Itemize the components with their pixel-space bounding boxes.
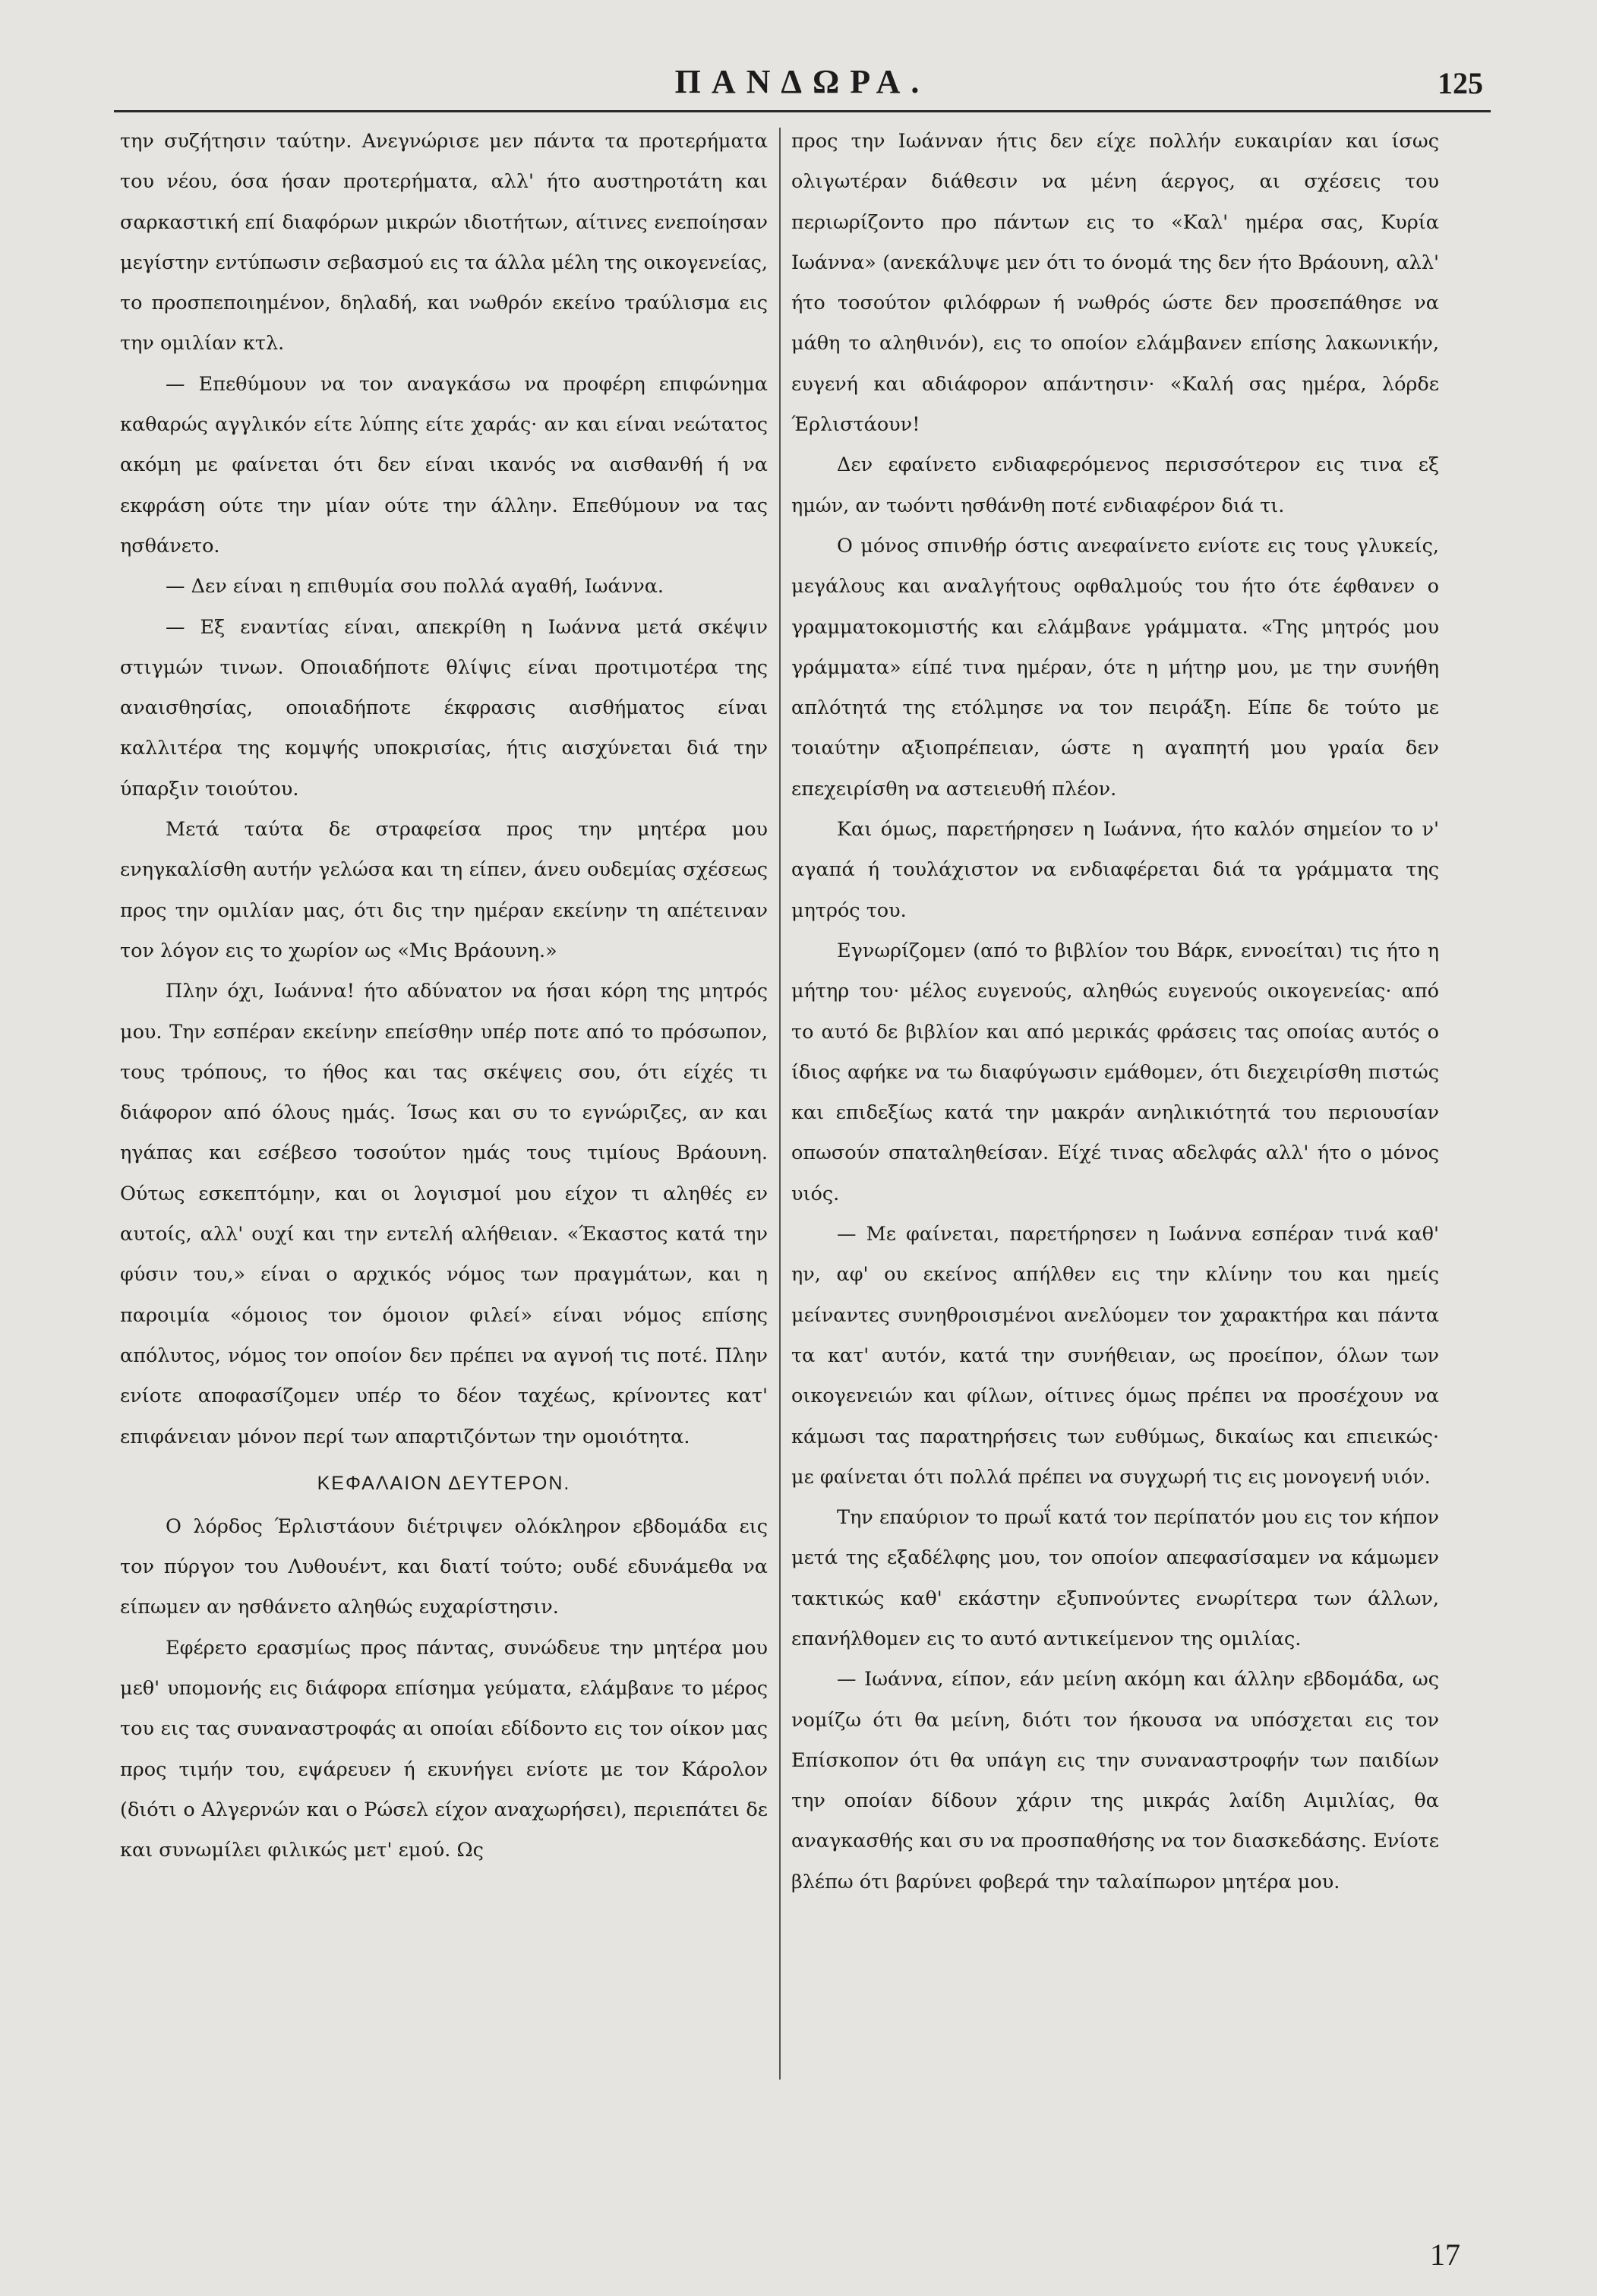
signature-mark: 17 bbox=[1430, 2238, 1460, 2272]
chapter-heading: ΚΕΦΑΛΑΙΟΝ ΔΕΥΤΕΡΟΝ. bbox=[317, 1472, 571, 1494]
left-column bbox=[120, 122, 768, 1871]
paragraph: — Εξ εναντίας είναι, απεκρίθη η Ιωάννα μετά σκέψιν στιγμών τινων. Οποιαδήποτε θλίψις είναι προτιμοτέρα της αναισθησίας, οποιαδήποτε έκφρασις αισθήματος είναι καλλιτέρα της κομψής υποκρισίας, ήτις αισχύνεται διά την ύπαρξιν τοιούτου. bbox=[120, 615, 768, 801]
paragraph: Ο μόνος σπινθήρ όστις ανεφαίνετο ενίοτε εις τους γλυκείς, μεγάλους και αναλγήτους οφθαλμούς του ήτο ότε έφθανεν ο γραμματοκομιστής και ελάμβανε γράμματα. «Της μητρός μου γράμματα» είπέ τινα ημέραν, ότε η μήτηρ μου, με την συνήθη απλότητά της ετόλμησε να τον πειράξη. Είπε δε τούτο με τοιαύτην αξιοπρέπειαν, ώστε η αγαπητή μου γραία δεν επεχειρίσθη να αστειευθή πλέον. bbox=[791, 534, 1439, 801]
paragraph: Την επαύριον το πρωΐ κατά τον περίπατόν μου εις τον κήπον μετά της εξαδέλφης μου, τον οποίον απεφασίσαμεν να κάμωμεν τακτικώς καθ' εκάστην εξυπνούντες ενωρίτερα των άλλων, επανήλθομεν εις το αυτό αντικείμενον της ομιλίας. bbox=[791, 1506, 1439, 1650]
paragraph: Εγνωρίζομεν (από το βιβλίον του Βάρκ, εννοείται) τις ήτο η μήτηρ του· μέλος ευγενούς, αληθώς ευγενούς οικογενείας· από το αυτό δε βιβλίον και από μερικάς φράσεις τας οποίας αυτός ο ίδιος αφήκε να τω διαφύγωσιν εμάθομεν, ότι διεχειρίσθη πιστώς και επιδεξίως κατά την μακράν ανηλικιότητά του περιουσίαν οπωσούν σπαταληθείσαν. Είχέ τινας αδελφάς αλλ' ήτο ο μόνος υιός. bbox=[791, 939, 1439, 1205]
paragraph: Πλην όχι, Ιωάννα! ήτο αδύνατον να ήσαι κόρη της μητρός μου. Την εσπέραν εκείνην επείσθην υπέρ ποτε από το πρόσωπον, τους τρόπους, το ήθος και τας σκέψεις σου, ότι είχές τι διάφορον από όλους ημάς. Ίσως και συ το εγνώριζες, αν και ηγάπας και εσέβεσο τοσούτον ημάς τους τιμίους Βράουνη. Ούτως εσκεπτόμην, και οι λογισμοί μου είχον τι αληθές εν αυτοίς, αλλ' ουχί και την εντελή αλήθειαν. «Έκαστος κατά την φύσιν του,» είναι ο αρχικός νόμος των πραγμάτων, και η παροιμία «όμοιος τον όμοιον φιλεί» είναι νόμος επίσης απόλυτος, νόμος τον οποίον δεν πρέπει να αγνοή τις ποτέ. Πλην ενίοτε αποφασίζομεν υπέρ το δέον ταχέως, κρίνοντες κατ' επιφάνειαν μόνον περί των απαρτιζόντων την ομοιότητα. bbox=[120, 980, 768, 1448]
paragraph: — Επεθύμουν να τον αναγκάσω να προφέρη επιφώνημα καθαρώς αγγλικόν είτε λύπης είτε χαράς· αν και είναι νεώτατος ακόμη με φαίνεται ότι δεν είναι ικανός να αισθανθή ή να εκφράση ούτε την μίαν ούτε την άλλην. Επεθύμουν να τας ησθάνετο. bbox=[120, 372, 768, 557]
paragraph: προς την Ιωάνναν ήτις δεν είχε πολλήν ευκαιρίαν και ίσως ολιγωτέραν διάθεσιν να μένη άεργος, αι σχέσεις του περιωρίζοντο προ πάντων εις το «Καλ' ημέρα σας, Κυρία Ιωάννα» (ανεκάλυψε μεν ότι το όνομά της δεν ήτο Βράουνη, αλλ' ήτο τοσούτον φιλόφρων ή νωθρός ώστε δεν προσεπάθησε να μάθη το αληθινόν), εις το οποίον ελάμβανεν επίσης λακωνικήν, ευγενή και αδιάφορον απάντησιν· «Καλή σας ημέρα, λόρδε Έρλιστάουν! bbox=[791, 130, 1439, 437]
paragraph: Δεν εφαίνετο ενδιαφερόμενος περισσότερον εις τινα εξ ημών, αν τωόντι ησθάνθη ποτέ ενδιαφέρον διά τι. bbox=[791, 453, 1439, 517]
right-column bbox=[791, 122, 1439, 1903]
page-number: 125 bbox=[1438, 66, 1483, 100]
paragraph: Ο λόρδος Έρλιστάουν διέτριψεν ολόκληρον εβδομάδα εις τον πύργον του Λυθουέντ, και διατί τούτο; ουδέ εδυνάμεθα να είπωμεν αν ησθάνετο αληθώς ευχαρίστησιν. bbox=[120, 1514, 768, 1619]
paragraph: Και όμως, παρετήρησεν η Ιωάννα, ήτο καλόν σημείον το ν' αγαπά ή τουλάχιστον να ενδιαφέρεται διά τα γράμματα της μητρός του. bbox=[791, 818, 1439, 922]
header-rule bbox=[114, 110, 1491, 112]
paragraph: — Δεν είναι η επιθυμία σου πολλά αγαθή, Ιωάννα. bbox=[166, 575, 664, 598]
paragraph: — Ιωάννα, είπον, εάν μείνη ακόμη και άλλην εβδομάδα, ως νομίζω ότι θα μείνη, διότι τον ήκουσα να υπόσχεται εις τον Επίσκοπον ότι θα υπάγη εις την συναναστροφήν των παιδίων την οποίαν δίδουν χάριν της μικράς λαίδη Αιμιλίας, θα αναγκασθής και συ να προσπαθήσης να τον διασκεδάσης. Ενίοτε βλέπω ότι βαρύνει φοβερά την ταλαίπωρον μητέρα μου. bbox=[791, 1668, 1439, 1893]
paragraph: Εφέρετο ερασμίως προς πάντας, συνώδευε την μητέρα μου μεθ' υπομονής εις διάφορα επίσημα γεύματα, ελάμβανε το μέρος του εις τας συναναστροφάς αι οποίαι εδίδοντο εις τον οίκον μας προς τιμήν του, εψάρευεν ή εκυνήγει ενίοτε με τον Κάρολον (διότι ο Αλγερνών και ο Ρώσελ είχον αναχωρήσει), περιεπάτει δε και συνωμίλει φιλικώς μετ' εμού. Ως bbox=[120, 1636, 768, 1862]
paragraph: την συζήτησιν ταύτην. Ανεγνώρισε μεν πάντα τα προτερήματα του νέου, όσα ήσαν προτερήματα, αλλ' ήτο αυστηροτάτη και σαρκαστική επί διαφόρων μικρών ιδιοτήτων, αίτινες ενεποίησαν μεγίστην εντύπωσιν σεβασμού εις τα άλλα μέλη της οικογενείας, το προσπεποιημένον, δηλαδή, και νωθρόν εκείνο τραύλισμα εις την ομιλίαν κτλ. bbox=[120, 130, 768, 355]
periodical-title: ΠΑΝΔΩΡΑ. bbox=[674, 63, 930, 100]
paragraph: — Με φαίνεται, παρετήρησεν η Ιωάννα εσπέραν τινά καθ' ην, αφ' ου εκείνος απήλθεν εις την κλίνην του και ημείς μείναντες συνηθροισμένοι ανελύομεν τον χαρακτήρα και πάντα τα κατ' αυτόν, κατά την συνήθειαν, ως προείπον, όλων των οικογενειών και φίλων, οίτινες όμως πρέπει να προσέχουν να κάμωσι τας παρατηρήσεις των ευθύμως, δικαίως και επιεικώς· με φαίνεται ότι πολλά πρέπει να συγχωρή τις εις μονογενή υιόν. bbox=[791, 1223, 1439, 1489]
paragraph: Μετά ταύτα δε στραφείσα προς την μητέρα μου ενηγκαλίσθη αυτήν γελώσα και τη είπεν, άνευ ουδεμίας σχέσεως προς την ομιλίαν μας, ότι δις την ημέραν εκείνην τη απέτειναν τον λόγον εις το χωρίον ως «Μις Βράουνη.» bbox=[120, 818, 768, 962]
running-header bbox=[122, 62, 1483, 115]
column-divider bbox=[779, 128, 781, 2080]
